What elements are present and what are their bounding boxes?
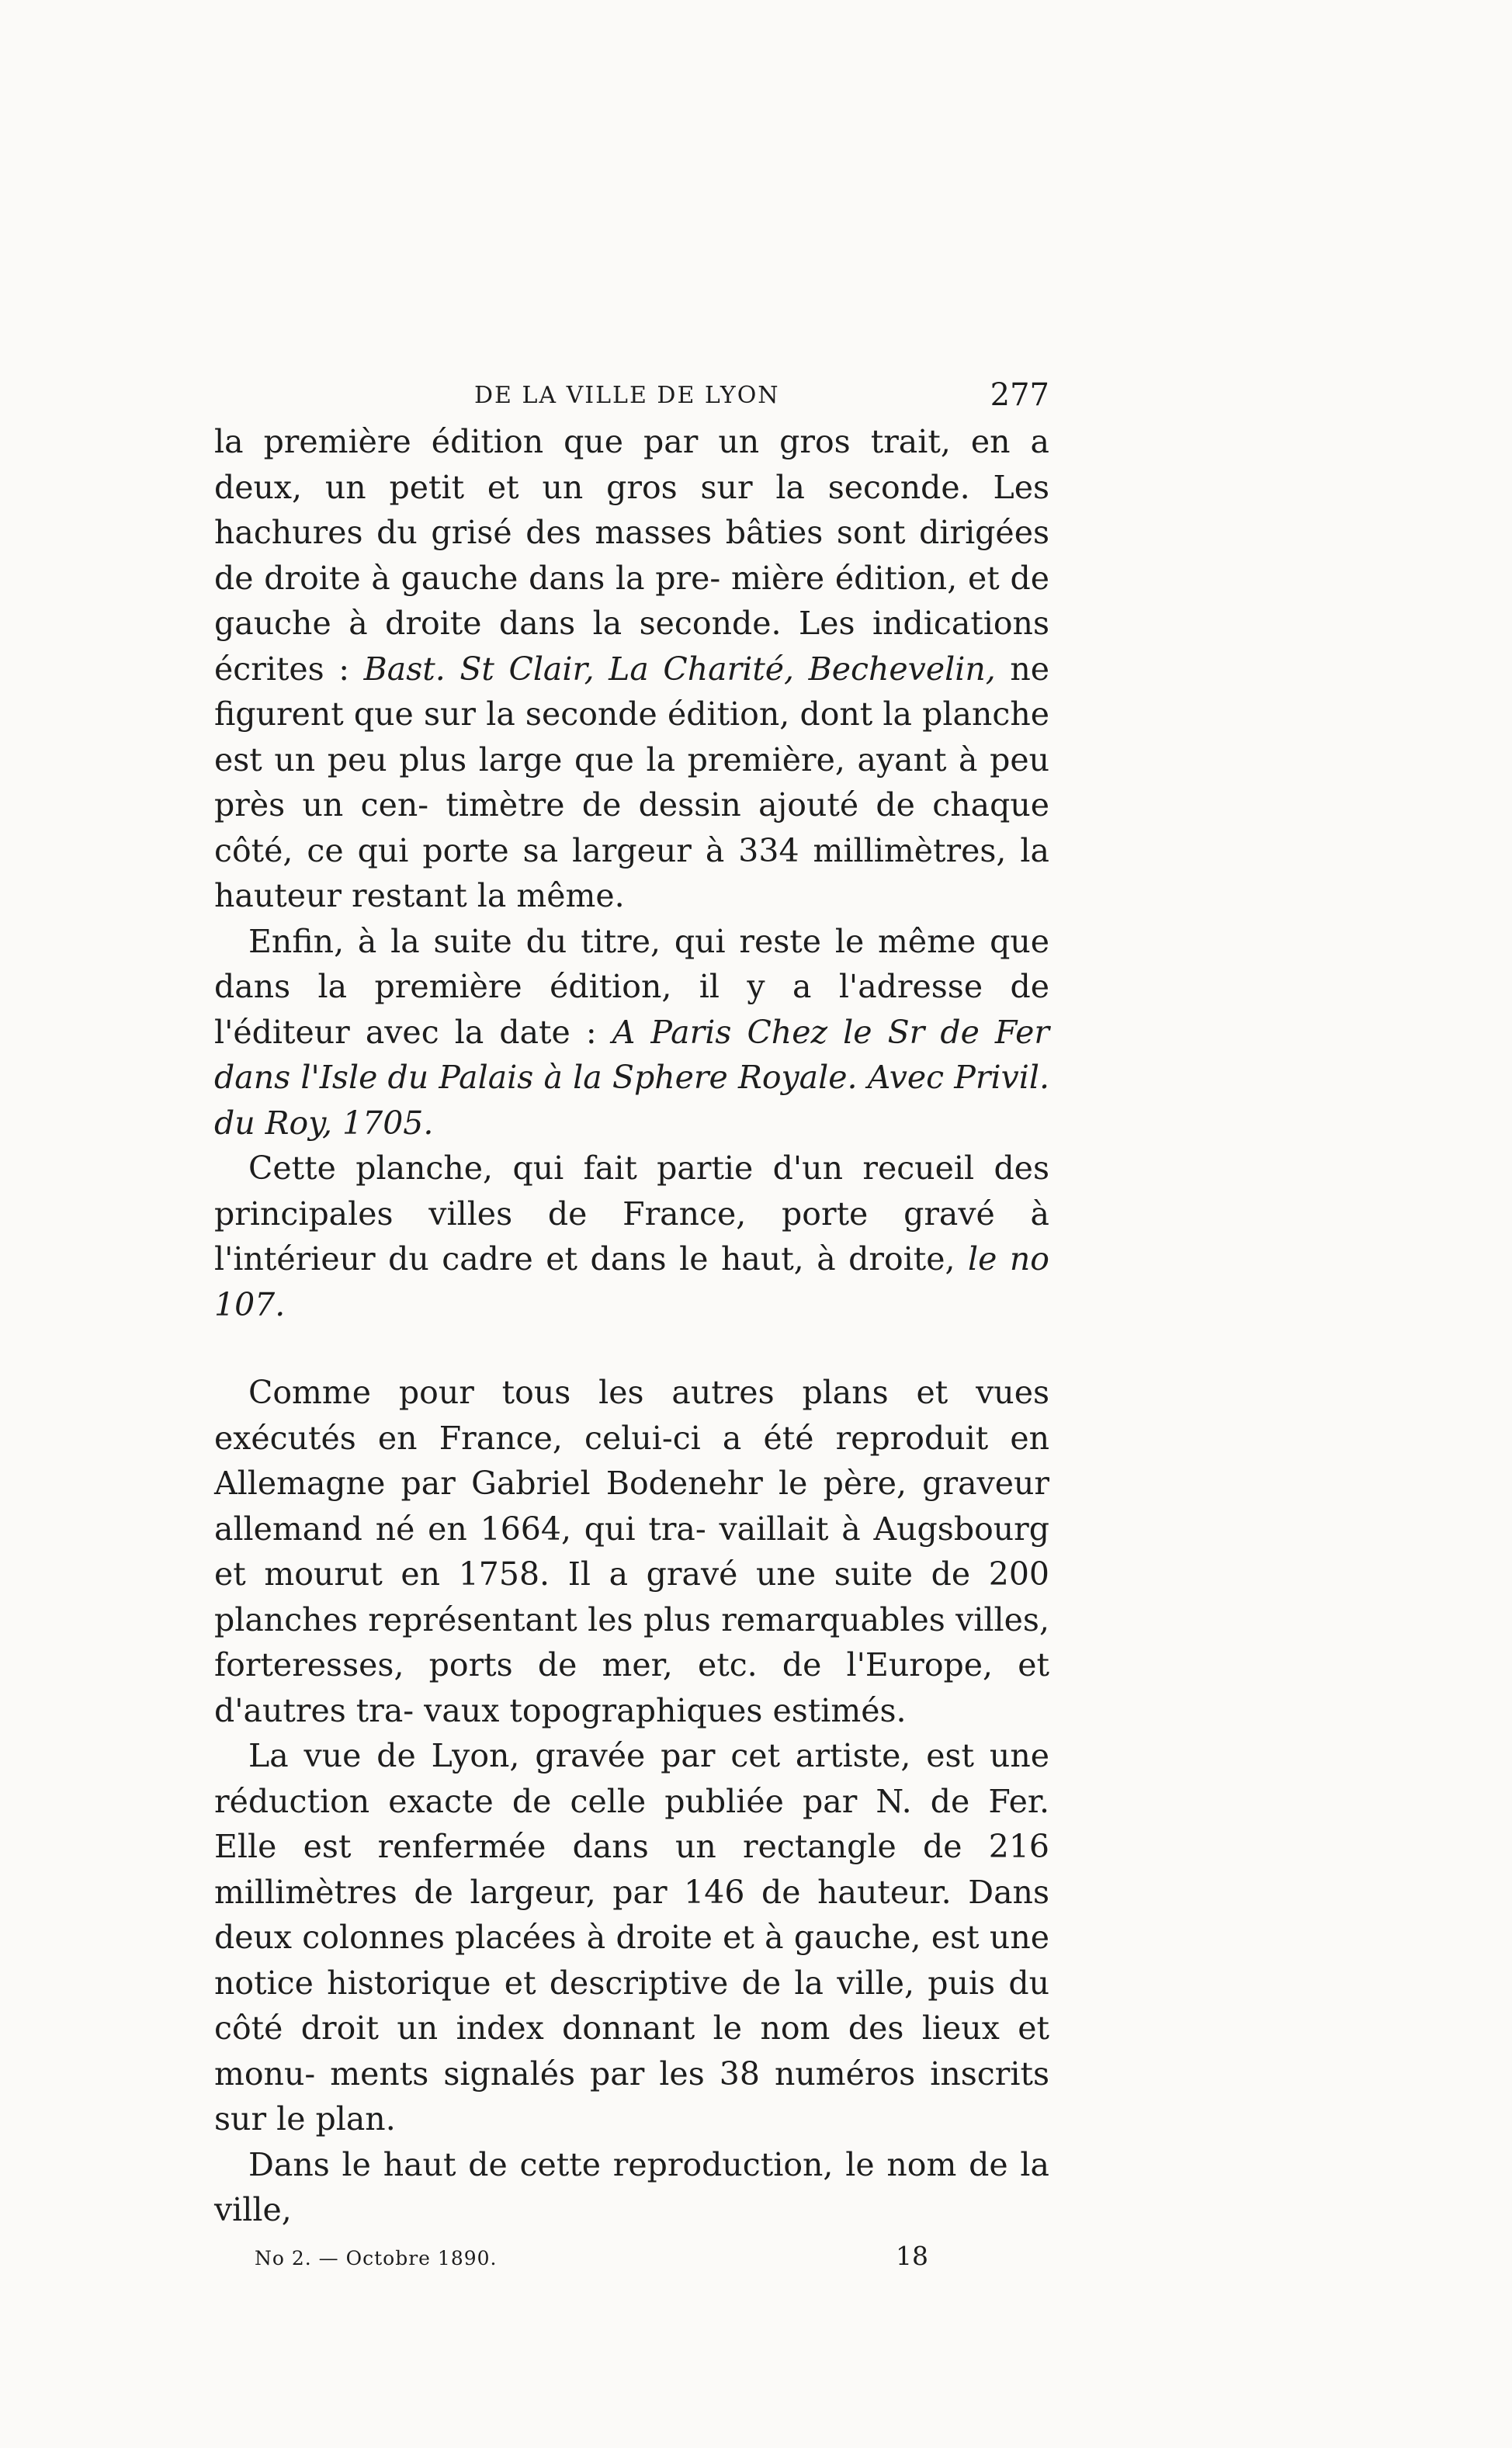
paragraph: [214, 1146, 1049, 1327]
paragraph: La vue de Lyon, gravée par cet artiste, est une réduction exacte de celle publiée par N. de Fer. Elle est renfermée dans un rectangle de 216 millimètres de largeur, par 146 de hauteur. Dans deux colonnes placées à droite et à gauche, est une notice historique et descriptive de la ville, puis du côté droit un index donnant le nom des lieux et monu- ments signalés par les 38 numéros inscrits sur le plan.: [214, 1737, 1049, 2138]
paragraph-italic: Bast. St Clair, La Charité, Bechevelin,: [363, 650, 996, 688]
running-title: DE LA VILLE DE LYON: [474, 382, 780, 409]
issue-line: No 2. — Octobre 1890.: [255, 2246, 498, 2269]
paragraph-text: Cette planche, qui fait partie d'un recueil des principales villes de France, porte gravé à l'intérieur du cadre et dans le haut, à droite,: [214, 1149, 1049, 1278]
paragraph-text: Enfin, à la suite du titre, qui reste le même que dans la première édition, il y a l'adresse de l'éditeur avec la date :: [214, 922, 1049, 1051]
paragraph-text: la première édition que par un gros trait, en a deux, un petit et un gros sur la seconde. Les hachures du grisé des masses bâties sont dirigées de droite à gauche dans la pre- mière édition, et de gauche à droite dans la seconde. Les indications écrites :: [214, 423, 1049, 688]
paragraph: [214, 919, 1049, 1146]
running-head: [214, 365, 1049, 419]
page-footer: [214, 2241, 1049, 2275]
paragraph: Dans le haut de cette reproduction, le nom de la ville,: [214, 2145, 1049, 2228]
page-number: 277: [990, 377, 1049, 413]
paragraph-continued: [214, 419, 1049, 919]
paragraph-italic: A Paris Chez le Sr de Fer dans l'Isle du Palais à la Sphere Royale. Avec Privil. du Roy, 1705.: [214, 1013, 1049, 1142]
paragraph-italic: le no 107.: [214, 1240, 1049, 1323]
body-text: [214, 419, 1049, 2233]
book-page: [214, 365, 1049, 2275]
paragraph-text: ne figurent que sur la seconde édition, dont la planche est un peu plus large que la première, ayant à peu près un cen- timètre de dessin ajouté de chaque côté, ce qui porte sa largeur à 334 millimètres, la hauteur restant la même.: [214, 650, 1049, 914]
signature-mark: 18: [896, 2240, 928, 2271]
paragraph: Comme pour tous les autres plans et vues exécutés en France, celui-ci a été reproduit en Allemagne par Gabriel Bodenehr le père, graveur allemand né en 1664, qui tra- vaillait à Augsbourg et mourut en 1758. Il a gravé une suite de 200 planches représentant les plus remarquables villes, forteresses, ports de mer, etc. de l'Europe, et d'autres tra- vaux topographiques estimés.: [214, 1374, 1049, 1729]
